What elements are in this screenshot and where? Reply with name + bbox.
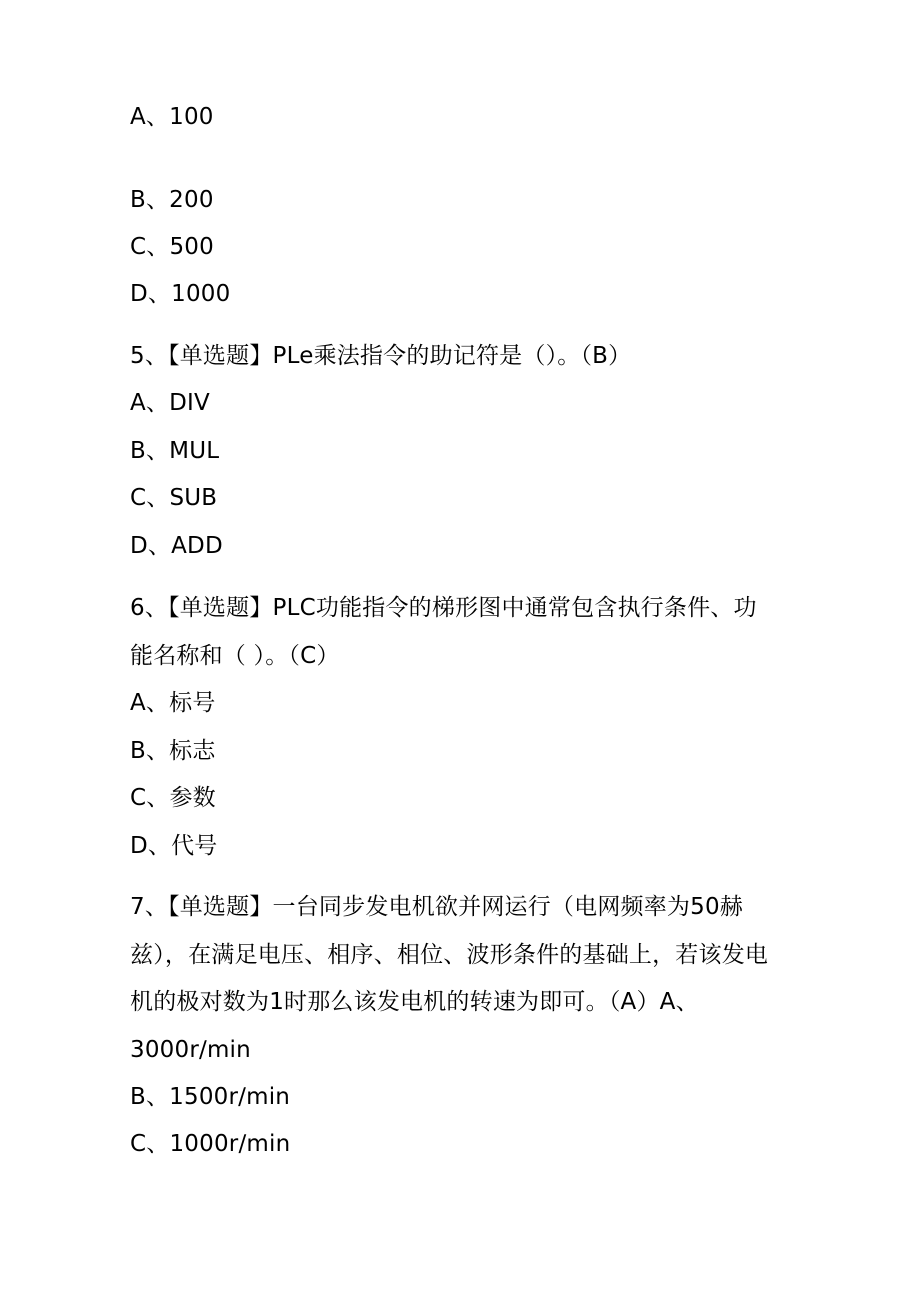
q5-option-a: A、DIV <box>130 390 210 416</box>
q4-option-c: C、500 <box>130 234 214 260</box>
q6-option-b: B、标志 <box>130 738 216 764</box>
q4-option-a: A、100 <box>130 104 214 130</box>
q7-stem-line-1: 7、【单选题】一台同步发电机欲并网运行（电网频率为50赫 <box>130 894 743 920</box>
q7-stem-line-3: 机的极对数为1时那么该发电机的转速为即可。（A）A、 <box>130 989 699 1015</box>
q4-option-b: B、200 <box>130 187 214 213</box>
q7-option-c: C、1000r∕min <box>130 1131 291 1157</box>
q7-stem-line-4: 3000r∕min <box>130 1037 251 1063</box>
q5-option-d: D、ADD <box>130 533 223 559</box>
q5-option-b: B、MUL <box>130 438 220 464</box>
q7-stem-line-2: 兹），在满足电压、相序、相位、波形条件的基础上，若该发电 <box>130 942 769 968</box>
q5-stem: 5、【单选题】PLe乘法指令的助记符是（）。（B） <box>130 343 632 369</box>
q7-option-b: B、1500r∕min <box>130 1084 291 1110</box>
q6-option-a: A、标号 <box>130 690 216 716</box>
q4-option-d: D、1000 <box>130 281 231 307</box>
q6-option-c: C、参数 <box>130 785 216 811</box>
q6-option-d: D、代号 <box>130 833 218 859</box>
q6-stem-line-1: 6、【单选题】PLC功能指令的梯形图中通常包含执行条件、功 <box>130 595 757 621</box>
q5-option-c: C、SUB <box>130 485 218 511</box>
q6-stem-line-2: 能名称和（ ）。（C） <box>130 643 340 669</box>
